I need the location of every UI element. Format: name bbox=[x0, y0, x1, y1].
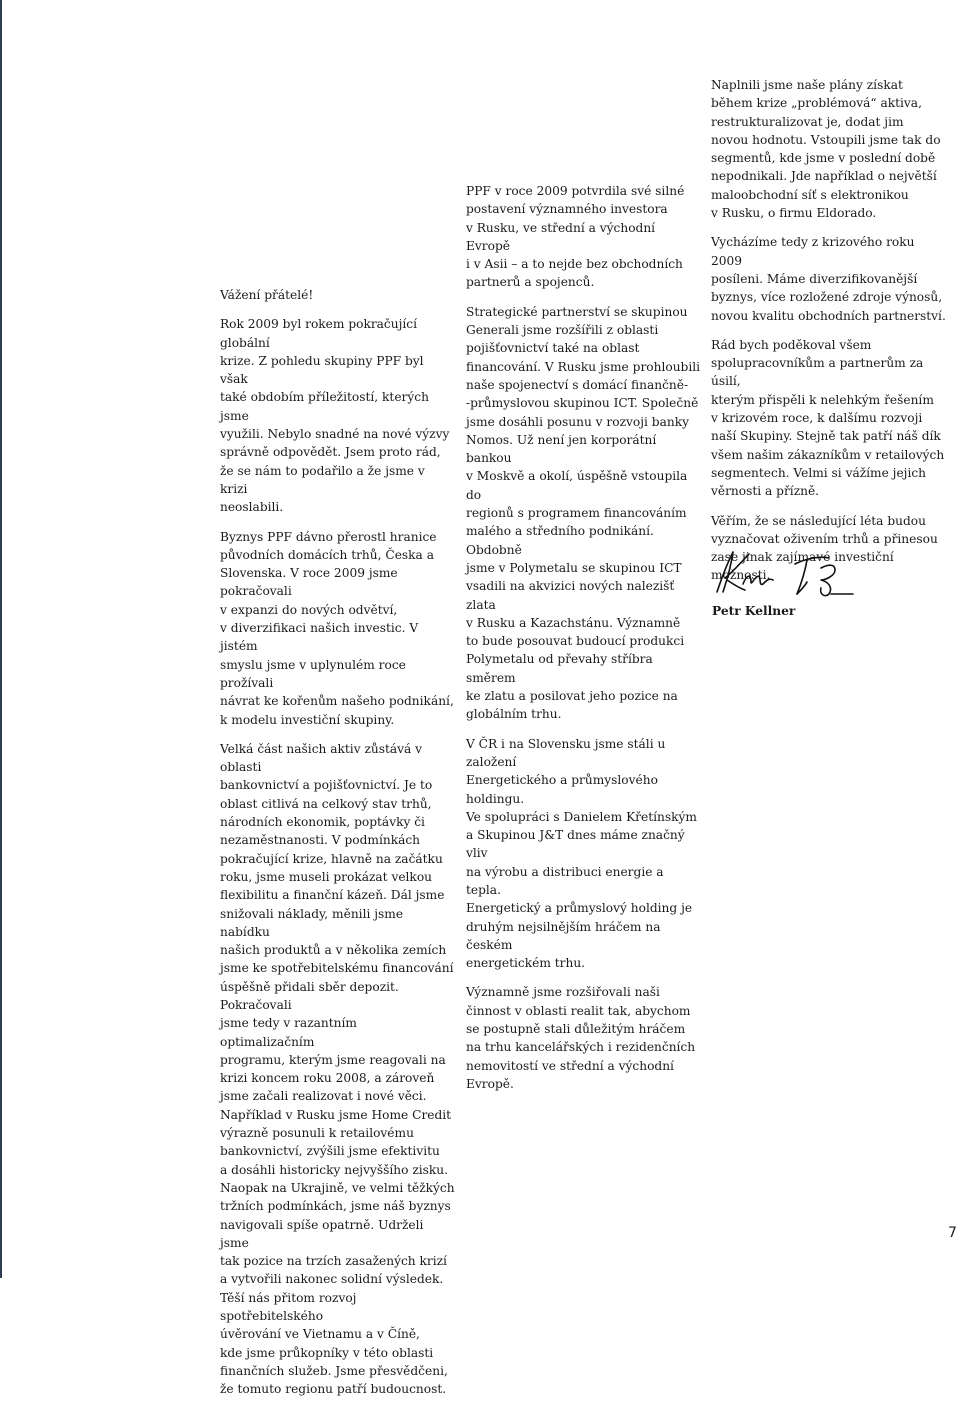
letter-column-right bbox=[711, 76, 946, 596]
paragraph: Rok 2009 byl rokem pokračující globální krize. Z pohledu skupiny PPF byl však také obdobím příležitostí, kterých jsme využili. Nebylo snadné na nové výzvy správně odpovědět. Jsem proto rád, že se nám to podařilo a že jsme v krizi neoslabili. bbox=[220, 317, 450, 515]
letter-column-left bbox=[220, 286, 455, 1410]
signer-name: Petr Kellner bbox=[712, 604, 796, 618]
signature-icon bbox=[709, 544, 869, 604]
page-edge-line bbox=[0, 0, 2, 1278]
paragraph: Naplnili jsme naše plány získat během krize „problémová“ aktiva, restrukturalizovat je, dodat jim novou hodnotu. Vstoupili jsme tak do segmentů, kde jsme v poslední době nepodnikali. Jde například o největší maloobchodní síť s elektronikou v Rusku, o firmu Eldorado. bbox=[711, 78, 941, 221]
paragraph: Velká část našich aktiv zůstává v oblasti bankovnictví a pojišťovnictví. Je to oblast citlivá na celkový stav trhů, národních ekonomik, poptávky či nezaměstnanosti. V podmínkách pokračující krize, hlavně na začátku roku, jsme museli prokázat velkou flexibilitu a finanční kázeň. Dál jsme snižovali náklady, měnili jsme nabídku našich produktů a v několika zemích jsme ke spotřebitelskému financování úspěšně přidali sběr depozit. Pokračovali jsme tedy v razantním optimalizačním programu, kterým jsme reagovali na krizi koncem roku 2008, a zároveň jsme začali realizovat i nové věci. Například v Rusku jsme Home Credit výrazně posunuli k retailovému bankovnictví, zvýšili jsme efektivitu a dosáhli historicky nejvyššího zisku. Naopak na Ukrajině, ve velmi těžkých tržních podmínkách, jsme náš byznys navigovali spíše opatrně. Udrželi jsme tak pozice na trzích zasažených krizí a vytvořili nakonec solidní výsledek. Těší nás přitom rozvoj spotřebitelského úvěrování ve Vietnamu a v Číně, kde jsme průkopníky v této oblasti finančních služeb. Jsme přesvědčeni, že tomuto regionu patří budoucnost. bbox=[220, 741, 455, 1397]
page-number: 7 bbox=[948, 1225, 957, 1241]
paragraph: Strategické partnerství se skupinou Generali jsme rozšířili z oblasti pojišťovnictví také na oblast financování. V Rusku jsme prohloubili naše spojenectví s domácí finančně- -průmyslovou skupinou ICT. Společně jsme dosáhli posunu v rozvoji banky Nomos. Už není jen korporátní bankou v Moskvě a okolí, úspěšně vstoupila do regionů s programem financováním malého a středního podnikání. Obdobně jsme v Polymetalu se skupinou ICT vsadili na akvizici nových nalezišť zlata v Rusku a Kazachstánu. Významně to bude posouvat budoucí produkci Polymetalu od převahy stříbra směrem ke zlatu a posilovat jeho pozice na globálním trhu. bbox=[466, 304, 701, 722]
paragraph: Vycházíme tedy z krizového roku 2009 posíleni. Máme diverzifikovanější byznys, více rozložené zdroje výnosů, novou kvalitu obchodních partnerství. bbox=[711, 235, 946, 323]
paragraph: Věřím, že se následující léta budou vyznačovat oživením trhů a přinesou zase jinak zajímavé investiční možnosti. bbox=[711, 513, 938, 583]
paragraph: PPF v roce 2009 potvrdila své silné postavení významného investora v Rusku, ve střední a východní Evropě i v Asii – a to nejde bez obchodních partnerů a spojenců. bbox=[466, 184, 685, 290]
greeting: Vážení přátelé! bbox=[220, 288, 314, 302]
paragraph: V ČR i na Slovensku jsme stáli u založení Energetického a průmyslového holdingu. Ve spolupráci s Danielem Křetínským a Skupinou J&T dnes máme značný vliv na výrobu a distribuci energie a tepla. Energetický a průmyslový holding je druhým nejsilnějším hráčem na českém energetickém trhu. bbox=[466, 736, 697, 971]
paragraph: Byznys PPF dávno přerostl hranice původních domácích trhů, Česka a Slovenska. V roce 2009 jsme pokračovali v expanzi do nových odvětví, v diverzifikaci našich investic. V jistém smyslu jsme v uplynulém roce prožívali návrat ke kořenům našeho podnikání, k modelu investiční skupiny. bbox=[220, 529, 454, 727]
letter-column-middle bbox=[466, 182, 701, 1104]
paragraph: Rád bych poděkoval všem spolupracovníkům a partnerům za úsilí, kterým přispěli k nelehkým řešením v krizovém roce, k dalšímu rozvoji naší Skupiny. Stejně tak patří náš dík všem našim zákazníkům v retailových segmentech. Velmi si vážíme jejich věrnosti a přízně. bbox=[711, 337, 945, 499]
paragraph: Významně jsme rozšiřovali naši činnost v oblasti realit tak, abychom se postupně stali důležitým hráčem na trhu kancelářských i rezidenčních nemovitostí ve střední a východní Evropě. bbox=[466, 985, 696, 1091]
